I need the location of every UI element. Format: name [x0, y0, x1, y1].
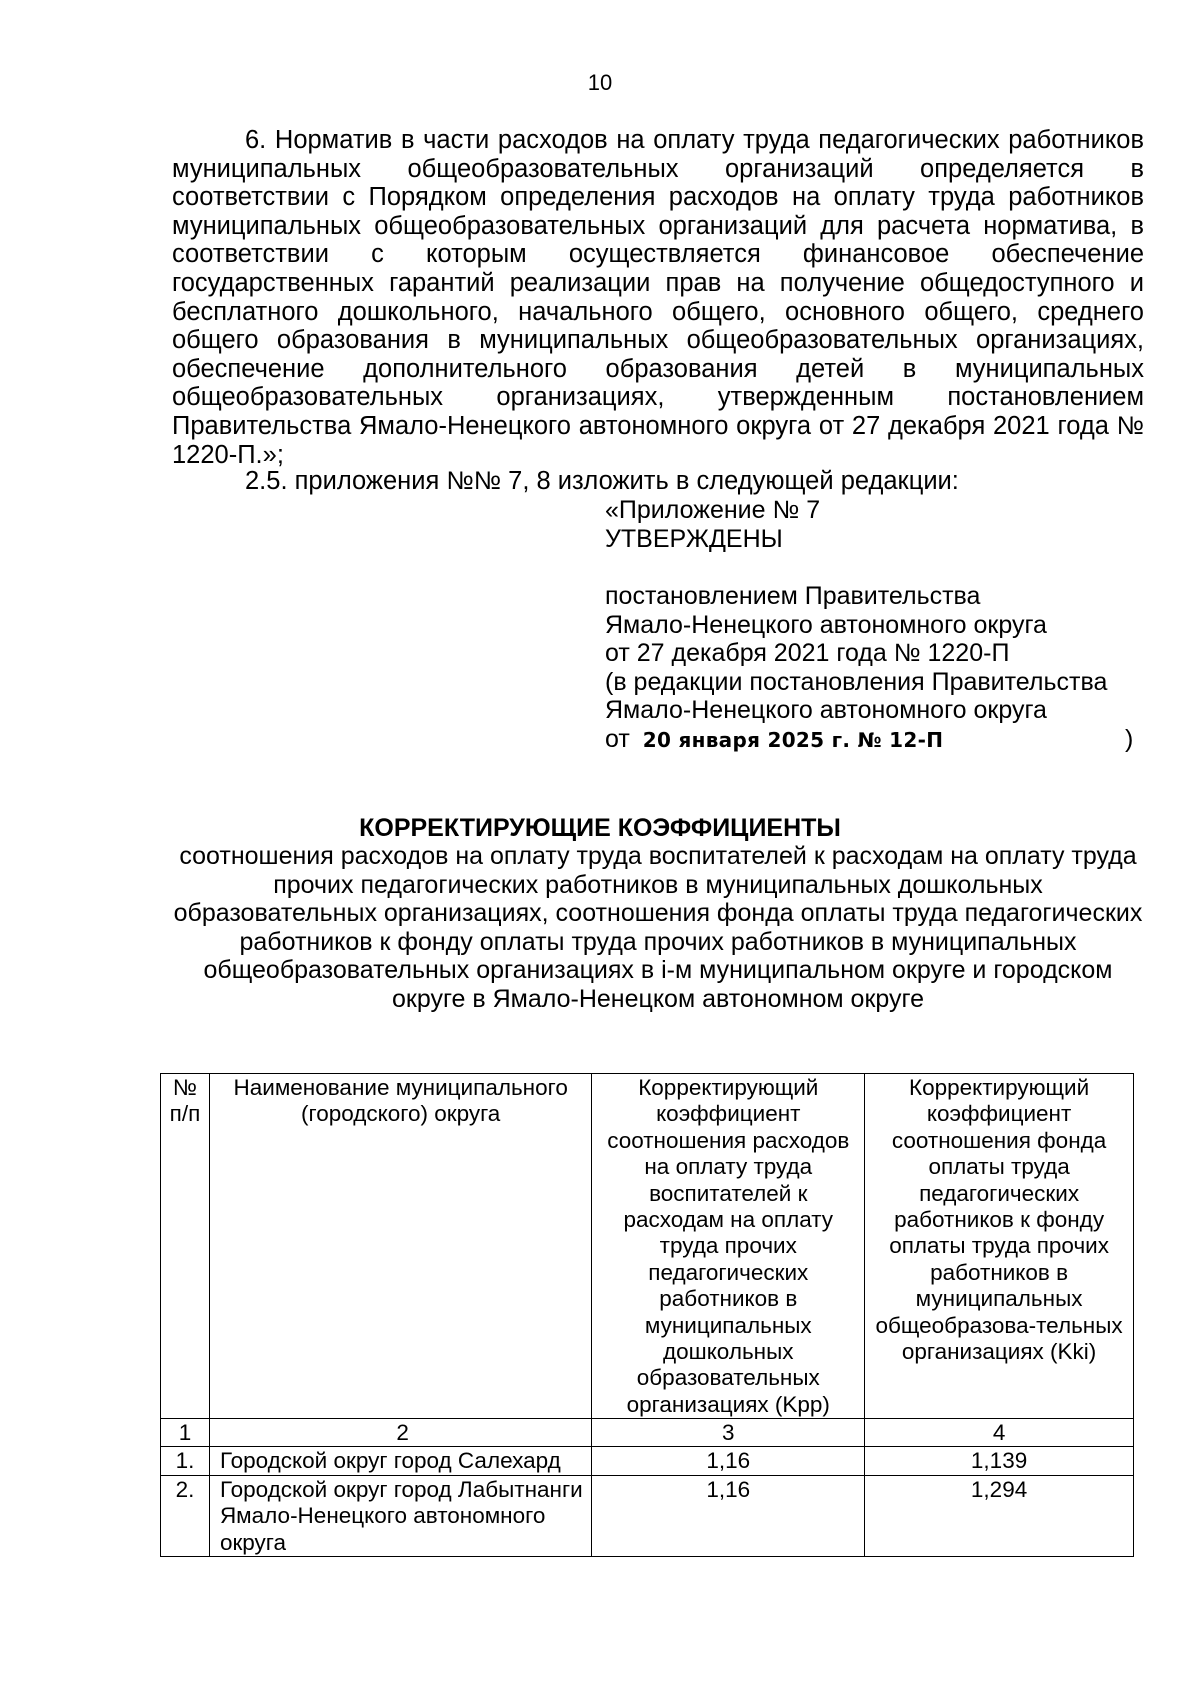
- approval-line-3: от 27 декабря 2021 года № 1220-П: [605, 639, 1010, 668]
- approval-line-2: Ямало-Ненецкого автономного округа: [605, 610, 1047, 639]
- column-index: 2: [209, 1419, 591, 1447]
- paragraph-2-5: 2.5. приложения №№ 7, 8 изложить в следующей редакции:: [245, 467, 959, 495]
- row-kpp: 1,16: [592, 1475, 865, 1556]
- row-kki: 1,294: [865, 1475, 1134, 1556]
- header-num: № п/п: [161, 1074, 210, 1419]
- page-number: 10: [587, 70, 613, 95]
- table-row: [161, 1447, 1134, 1475]
- row-kki: 1,139: [865, 1447, 1134, 1475]
- document-title: КОРРЕКТИРУЮЩИЕ КОЭФФИЦИЕНТЫ: [359, 814, 841, 842]
- table-header-row: [161, 1074, 1134, 1419]
- table-row: [161, 1475, 1134, 1556]
- column-index: 3: [592, 1419, 865, 1447]
- approval-line-5: Ямало-Ненецкого автономного округа: [605, 696, 1047, 725]
- column-index: 1: [161, 1419, 210, 1447]
- row-number: 1.: [161, 1447, 210, 1475]
- approval-header: [605, 496, 1145, 553]
- header-name: Наименование муниципального (городского) округа: [209, 1074, 591, 1419]
- column-index: 4: [865, 1419, 1134, 1447]
- column-index-row: [161, 1419, 1134, 1447]
- approval-line-1: постановлением Правительства: [605, 582, 981, 610]
- approval-block: [605, 582, 1145, 755]
- approval-date-line: [605, 725, 1145, 755]
- header-kki: Корректирующий коэффициент соотношения фонда оплаты труда педагогических работников к фонду оплаты труда прочих работников в муниципальных общеобразова-тельных организациях (Kki): [865, 1074, 1134, 1419]
- header-kpp: Корректирующий коэффициент соотношения расходов на оплату труда воспитателей к расходам на оплату труда прочих педагогических работников в муниципальных дошкольных образовательных организациях (Kpp): [592, 1074, 865, 1419]
- row-kpp: 1,16: [592, 1447, 865, 1475]
- row-name: Городской округ город Салехард: [209, 1447, 591, 1475]
- row-number: 2.: [161, 1475, 210, 1556]
- appendix-label: «Приложение № 7: [605, 496, 821, 524]
- date-prefix: от: [605, 724, 630, 753]
- approval-line-4: (в редакции постановления Правительства: [605, 667, 1108, 696]
- document-subtitle: соотношения расходов на оплату труда воспитателей к расходам на оплату труда прочих педагогических работников в муниципальных дошкольных образовательных организациях, соотношения фонда оплаты труда педагогических работников к фонду оплаты труда прочих работников в муниципальных общеобразовательных организациях в i-м муниципальном округе и городском округе в Ямало-Ненецком автономном округе: [173, 842, 1143, 1013]
- date-suffix: ): [1125, 724, 1134, 753]
- row-name: Городской округ город Лабытнанги Ямало-Ненецкого автономного округа: [209, 1475, 591, 1556]
- date-value: 20 января 2025 г. № 12-П: [642, 727, 944, 752]
- approved-label: УТВЕРЖДЕНЫ: [605, 524, 783, 553]
- coefficients-table: [160, 1073, 1134, 1557]
- paragraph-6: 6. Норматив в части расходов на оплату труда педагогических работников муниципальных общеобразовательных организаций определяется в соответствии с Порядком определения расходов на оплату труда работников муниципальных общеобразовательных организаций для расчета норматива, в соответствии с которым осуществляется финансовое обеспечение государственных гарантий реализации прав на получение общедоступного и бесплатного дошкольного, начального общего, основного общего, среднего общего образования в муниципальных общеобразовательных организациях, обеспечение дополнительного образования детей в муниципальных общеобразовательных организациях, утвержденным постановлением Правительства Ямало-Ненецкого автономного округа от 27 декабря 2021 года № 1220-П.»;: [172, 126, 1144, 469]
